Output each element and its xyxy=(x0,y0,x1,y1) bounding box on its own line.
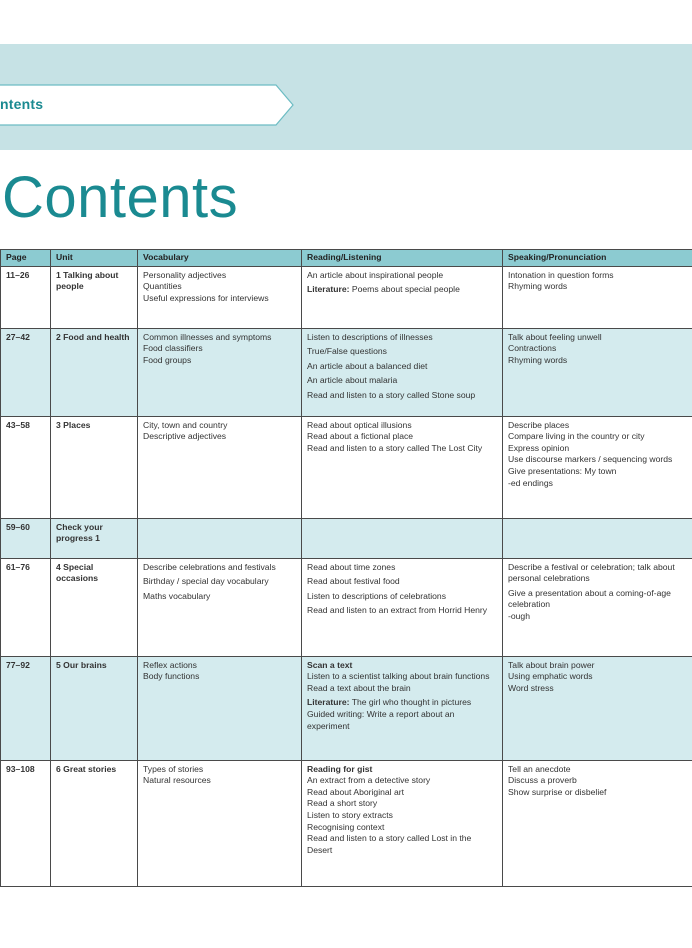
reading-item: Read about optical illusions xyxy=(307,419,412,430)
vocabulary-item: Food groups xyxy=(143,354,192,365)
vocabulary-item: Food classifiers xyxy=(143,343,203,354)
reading-item: Read a text about the brain xyxy=(307,682,411,693)
reading-item: An article about malaria xyxy=(307,375,398,386)
reading-cell xyxy=(302,518,503,558)
page-range: 43–58 xyxy=(1,416,51,518)
unit-name: 5 Our brains xyxy=(51,656,138,760)
reading-heading: Reading for gist xyxy=(307,763,373,774)
breadcrumb-arrow-shape xyxy=(0,84,294,126)
unit-name: 1 Talking about people xyxy=(51,266,138,328)
speaking-item: Express opinion xyxy=(508,442,570,453)
table-row xyxy=(1,656,692,760)
vocabulary-item: Types of stories xyxy=(143,763,204,774)
speaking-item: Word stress xyxy=(508,682,554,693)
speaking-item: Rhyming words xyxy=(508,354,568,365)
vocabulary-cell xyxy=(138,760,302,886)
speaking-cell xyxy=(503,416,692,518)
reading-item: Read a short story xyxy=(307,798,378,809)
speaking-item: Give a presentation about a coming-of-age celebration xyxy=(508,587,671,610)
vocabulary-cell xyxy=(138,558,302,656)
speaking-item: Describe places xyxy=(508,419,570,430)
speaking-item: -ough xyxy=(508,610,530,621)
reading-item: An article about inspirational people xyxy=(307,269,444,280)
vocabulary-item: Personality adjectives xyxy=(143,269,227,280)
vocabulary-item: Maths vocabulary xyxy=(143,590,211,601)
table-row xyxy=(1,416,692,518)
vocabulary-item: Reflex actions xyxy=(143,659,197,670)
column-header: Reading/Listening xyxy=(302,250,503,267)
table-header-row xyxy=(1,250,692,267)
reading-cell xyxy=(302,656,503,760)
vocabulary-item: City, town and country xyxy=(143,419,228,430)
vocabulary-cell xyxy=(138,656,302,760)
table-row xyxy=(1,558,692,656)
reading-cell xyxy=(302,416,503,518)
literature-label: Literature: xyxy=(307,697,350,708)
speaking-item: -ed endings xyxy=(508,477,553,488)
reading-item: Listen to a scientist talking about brain functions xyxy=(307,671,490,682)
speaking-item: Using emphatic words xyxy=(508,671,593,682)
reading-item: Listen to descriptions of celebrations xyxy=(307,590,447,601)
speaking-item: Talk about brain power xyxy=(508,659,595,670)
reading-item: Guided writing: Write a report about an experiment xyxy=(307,708,455,731)
speaking-item: Give presentations: My town xyxy=(508,465,617,476)
speaking-cell xyxy=(503,760,692,886)
reading-item: Read about time zones xyxy=(307,561,396,572)
reading-item: Read and listen to an extract from Horrid Henry xyxy=(307,605,488,616)
speaking-cell xyxy=(503,518,692,558)
reading-item: Listen to story extracts xyxy=(307,809,393,820)
reading-item: Read and listen to a story called Lost in the Desert xyxy=(307,833,472,855)
page-range: 61–76 xyxy=(1,558,51,656)
vocabulary-cell xyxy=(138,266,302,328)
column-header: Speaking/Pronunciation xyxy=(503,250,692,267)
reading-item: Read and listen to a story called Stone soup xyxy=(307,389,476,400)
page-range: 11–26 xyxy=(1,266,51,328)
vocabulary-cell xyxy=(138,518,302,558)
reading-cell xyxy=(302,558,503,656)
vocabulary-item: Quantities xyxy=(143,281,182,292)
speaking-item: Show surprise or disbelief xyxy=(508,786,607,797)
vocabulary-item: Common illnesses and symptoms xyxy=(143,331,272,342)
vocabulary-item: Describe celebrations and festivals xyxy=(143,561,276,572)
speaking-cell xyxy=(503,656,692,760)
reading-cell xyxy=(302,760,503,886)
reading-item: An article about a balanced diet xyxy=(307,360,428,371)
speaking-item: Tell an anecdote xyxy=(508,763,571,774)
vocabulary-item: Useful expressions for interviews xyxy=(143,292,269,303)
page-range: 77–92 xyxy=(1,656,51,760)
speaking-cell xyxy=(503,328,692,416)
vocabulary-item: Birthday / special day vocabulary xyxy=(143,576,269,587)
page-range: 93–108 xyxy=(1,760,51,886)
speaking-item: Discuss a proverb xyxy=(508,775,577,786)
unit-name: Check your progress 1 xyxy=(51,518,138,558)
speaking-item: Use discourse markers / sequencing words xyxy=(508,454,673,465)
reading-item: Read about Aboriginal art xyxy=(307,786,404,797)
speaking-item: Compare living in the country or city xyxy=(508,431,645,442)
speaking-item: Talk about feeling unwell xyxy=(508,331,602,342)
table-row xyxy=(1,518,692,558)
breadcrumb-tab[interactable] xyxy=(0,84,294,126)
literature-label: Literature: xyxy=(307,284,350,295)
reading-item: Read about festival food xyxy=(307,576,400,587)
reading-item: Listen to descriptions of illnesses xyxy=(307,331,433,342)
page-range: 59–60 xyxy=(1,518,51,558)
column-header: Vocabulary xyxy=(138,250,302,267)
unit-name: 4 Special occasions xyxy=(51,558,138,656)
vocabulary-cell xyxy=(138,416,302,518)
reading-cell xyxy=(302,328,503,416)
speaking-item: Rhyming words xyxy=(508,281,568,292)
unit-name: 6 Great stories xyxy=(51,760,138,886)
table-row xyxy=(1,328,692,416)
reading-item: Read and listen to a story called The Lost City xyxy=(307,442,483,453)
reading-item: An extract from a detective story xyxy=(307,775,431,786)
vocabulary-item: Body functions xyxy=(143,671,200,682)
reading-cell xyxy=(302,266,503,328)
speaking-item: Contractions xyxy=(508,343,557,354)
page-range: 27–42 xyxy=(1,328,51,416)
breadcrumb-label: ntents xyxy=(0,96,44,112)
contents-table xyxy=(0,249,692,887)
column-header: Page xyxy=(1,250,51,267)
unit-name: 3 Places xyxy=(51,416,138,518)
reading-item: Recognising context xyxy=(307,821,385,832)
speaking-cell xyxy=(503,558,692,656)
speaking-cell xyxy=(503,266,692,328)
table-row xyxy=(1,266,692,328)
reading-item: Read about a fictional place xyxy=(307,431,414,442)
vocabulary-item: Natural resources xyxy=(143,775,211,786)
speaking-item: Intonation in question forms xyxy=(508,269,614,280)
page-title: Contents xyxy=(2,165,239,230)
vocabulary-item: Descriptive adjectives xyxy=(143,431,227,442)
reading-item: The girl who thought in pictures xyxy=(351,697,472,708)
reading-item: True/False questions xyxy=(307,346,387,357)
column-header: Unit xyxy=(51,250,138,267)
reading-heading: Scan a text xyxy=(307,659,353,670)
speaking-item: Describe a festival or celebration; talk about personal celebrations xyxy=(508,561,675,584)
table-row xyxy=(1,760,692,886)
unit-name: 2 Food and health xyxy=(51,328,138,416)
vocabulary-cell xyxy=(138,328,302,416)
reading-item: Poems about special people xyxy=(351,284,460,295)
